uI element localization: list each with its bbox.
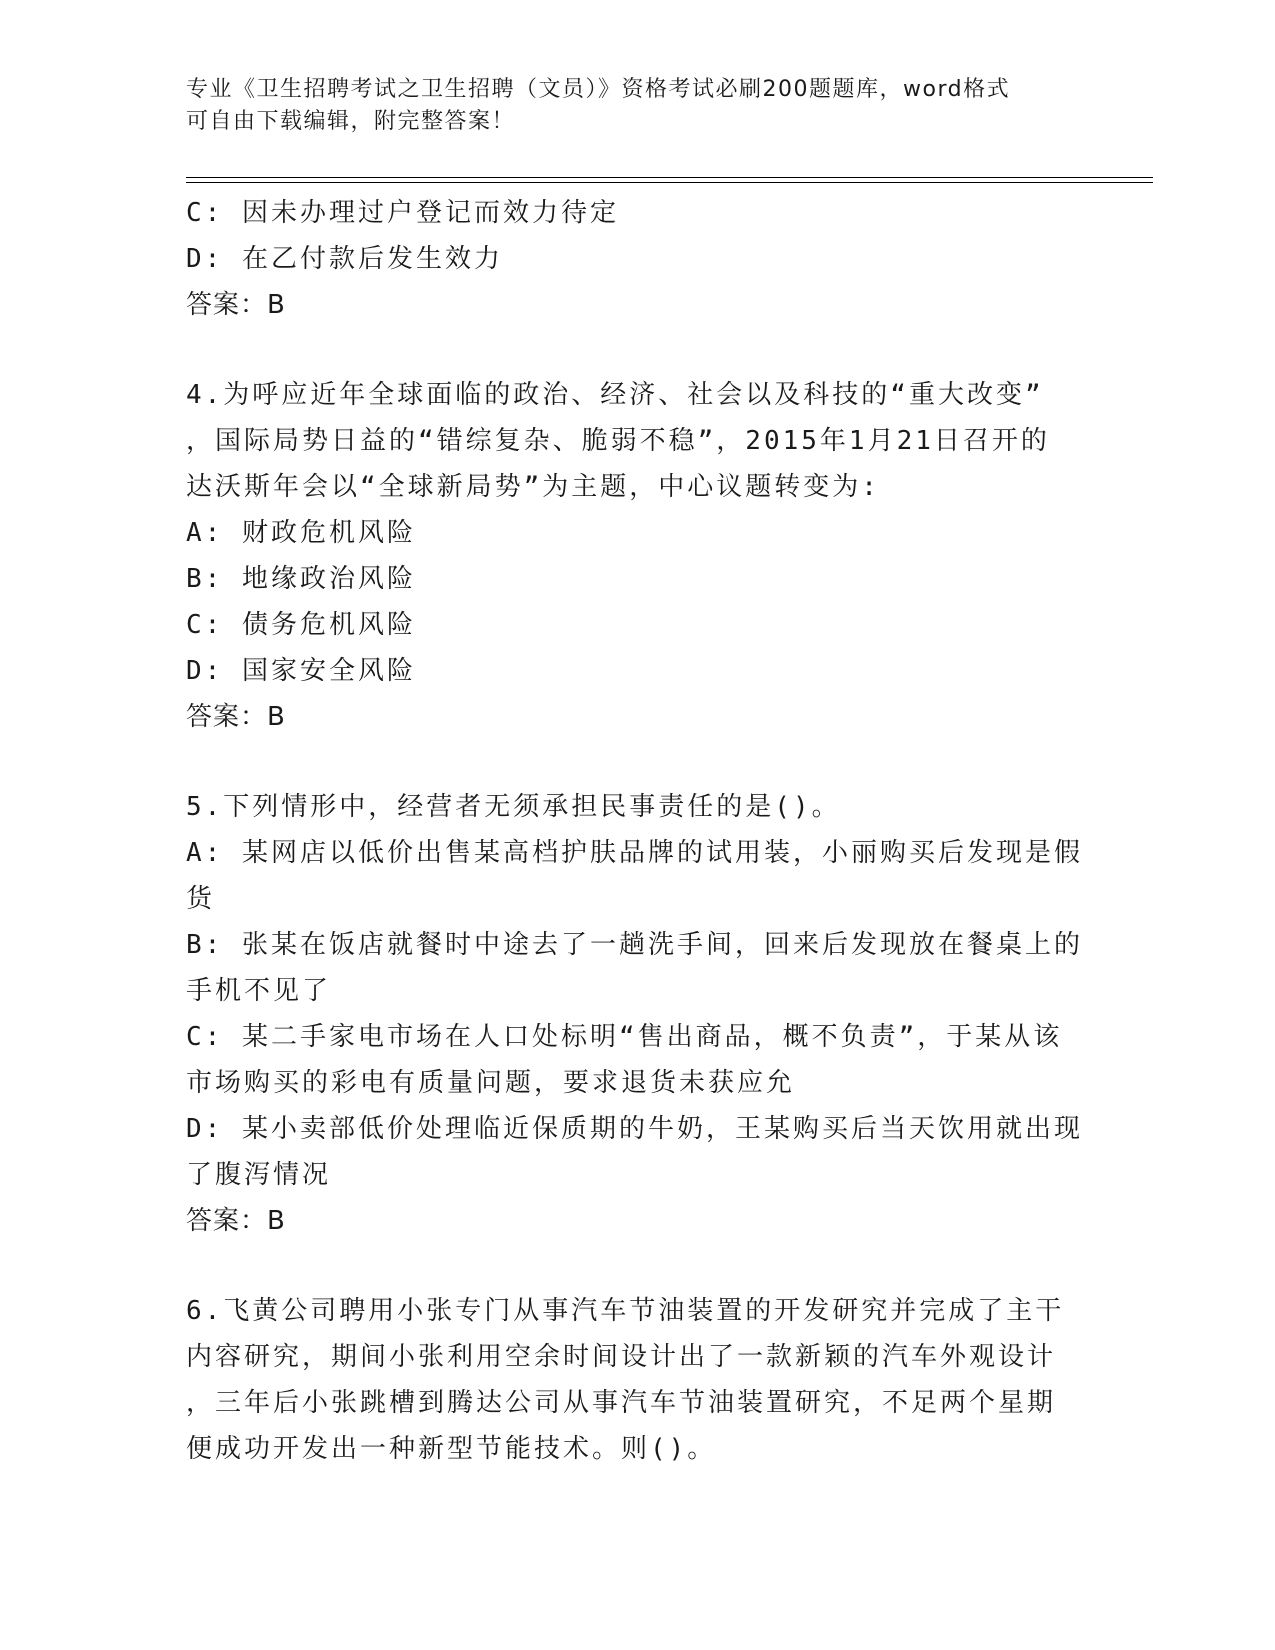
header-rule-top — [186, 177, 1153, 178]
question-text-line: 5.下列情形中，经营者无须承担民事责任的是()。 — [186, 792, 841, 822]
option-a: A: 某网店以低价出售某高档护肤品牌的试用装，小丽购买后发现是假 — [186, 838, 1083, 868]
question-3-block — [186, 190, 1086, 328]
question-text-line: 便成功开发出一种新型节能技术。则()。 — [186, 1434, 717, 1464]
option-a-continued: 货 — [186, 884, 216, 914]
option-b-continued: 手机不见了 — [186, 976, 332, 1006]
answer-line: 答案：B — [186, 702, 286, 732]
option-d: D: 在乙付款后发生效力 — [186, 244, 503, 274]
option-d: D: 某小卖部低价处理临近保质期的牛奶，王某购买后当天饮用就出现 — [186, 1114, 1083, 1144]
option-c-continued: 市场购买的彩电有质量问题，要求退货未获应允 — [186, 1068, 796, 1098]
option-d: D: 国家安全风险 — [186, 656, 416, 686]
answer-line: 答案：B — [186, 290, 286, 320]
header-rule-bottom — [186, 182, 1153, 183]
option-b: B: 张某在饭店就餐时中途去了一趟洗手间，回来后发现放在餐桌上的 — [186, 930, 1083, 960]
option-b: B: 地缘政治风险 — [186, 564, 416, 594]
question-5-block — [186, 784, 1086, 1244]
option-c: C: 债务危机风险 — [186, 610, 416, 640]
answer-line: 答案：B — [186, 1206, 286, 1236]
header-line-2: 可自由下载编辑，附完整答案！ — [186, 109, 516, 134]
question-text-line: 内容研究，期间小张利用空余时间设计出了一款新颖的汽车外观设计 — [186, 1342, 1057, 1372]
document-header — [186, 74, 1086, 138]
question-text-line: ，国际局势日益的“错综复杂、脆弱不稳”，2015年1月21日召开的 — [186, 426, 1050, 456]
question-text-line: 达沃斯年会以“全球新局势”为主题，中心议题转变为: — [186, 472, 880, 502]
question-text-line: ，三年后小张跳槽到腾达公司从事汽车节油装置研究，不足两个星期 — [186, 1388, 1057, 1418]
question-text-line: 6.飞黄公司聘用小张专门从事汽车节油装置的开发研究并完成了主干 — [186, 1296, 1065, 1326]
question-4-block — [186, 372, 1086, 740]
option-a: A: 财政危机风险 — [186, 518, 416, 548]
question-text-line: 4.为呼应近年全球面临的政治、经济、社会以及科技的“重大改变” — [186, 380, 1044, 410]
option-c: C: 某二手家电市场在人口处标明“售出商品，概不负责”，于某从该 — [186, 1022, 1063, 1052]
header-line-1: 专业《卫生招聘考试之卫生招聘（文员）》资格考试必刷200题题库，word格式 — [186, 77, 1011, 102]
document-body — [186, 190, 1086, 1472]
option-c: C: 因未办理过户登记而效力待定 — [186, 198, 619, 228]
option-d-continued: 了腹泻情况 — [186, 1160, 332, 1190]
question-6-block — [186, 1288, 1086, 1472]
